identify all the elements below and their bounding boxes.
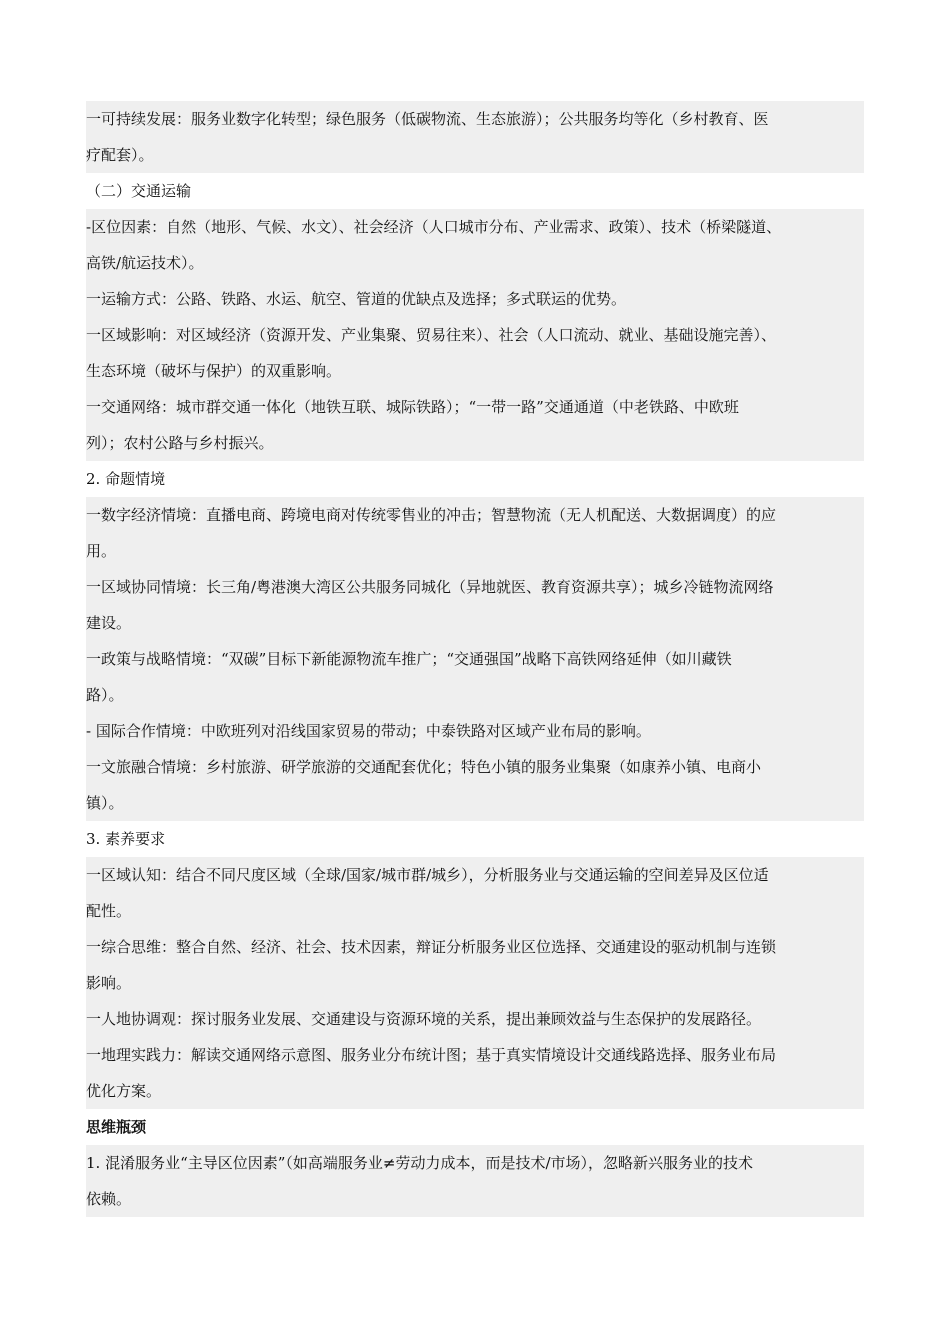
text-line: 列）；农村公路与乡村振兴。	[86, 425, 864, 461]
section-heading: 2. 命题情境	[86, 470, 166, 488]
text-line: 生态环境（破坏与保护）的双重影响。	[86, 353, 864, 389]
text-line: 用。	[86, 533, 864, 569]
text-line: 一区域认知：结合不同尺度区域（全球/国家/城市群/城乡），分析服务业与交通运输的空间差异及区位适	[86, 857, 864, 893]
text-line: 一数字经济情境：直播电商、跨境电商对传统零售业的冲击；智慧物流（无人机配送、大数据调度）的应	[86, 497, 864, 533]
text-line: 疗配套）。	[86, 137, 864, 173]
text-line: 镇）。	[86, 785, 864, 821]
text-line: 一政策与战略情境：“双碳”目标下新能源物流车推广；“交通强国”战略下高铁网络延伸（如川藏铁	[86, 641, 864, 677]
text-line: 一交通网络：城市群交通一体化（地铁互联、城际铁路）；“一带一路”交通通道（中老铁路、中欧班	[86, 389, 864, 425]
text-line: 高铁/航运技术）。	[86, 245, 864, 281]
text-line: 建设。	[86, 605, 864, 641]
section-heading-bold: 思维瓶颈	[86, 1118, 147, 1136]
text-line: 一运输方式：公路、铁路、水运、航空、管道的优缺点及选择；多式联运的优势。	[86, 281, 864, 317]
text-line: 一文旅融合情境：乡村旅游、研学旅游的交通配套优化；特色小镇的服务业集聚（如康养小镇、电商小	[86, 749, 864, 785]
section-heading: 3. 素养要求	[86, 830, 166, 848]
text-line: 配性。	[86, 893, 864, 929]
text-line: 一区域影响：对区域经济（资源开发、产业集聚、贸易往来）、社会（人口流动、就业、基础设施完善）、	[86, 317, 864, 353]
text-line: 路）。	[86, 677, 864, 713]
text-line: 一可持续发展：服务业数字化转型；绿色服务（低碳物流、生态旅游）；公共服务均等化（乡村教育、医	[86, 101, 864, 137]
text-line: -区位因素：自然（地形、气候、水文）、社会经济（人口城市分布、产业需求、政策）、技术（桥梁隧道、	[86, 209, 864, 245]
text-line: 优化方案。	[86, 1073, 864, 1109]
text-line: 一地理实践力：解读交通网络示意图、服务业分布统计图；基于真实情境设计交通线路选择、服务业布局	[86, 1037, 864, 1073]
text-line: 一人地协调观：探讨服务业发展、交通建设与资源环境的关系，提出兼顾效益与生态保护的发展路径。	[86, 1001, 864, 1037]
text-line: 一综合思维：整合自然、经济、社会、技术因素，辩证分析服务业区位选择、交通建设的驱动机制与连锁	[86, 929, 864, 965]
text-line: 1. 混淆服务业“主导区位因素”（如高端服务业≠劳动力成本，而是技术/市场），忽略新兴服务业的技术	[86, 1145, 864, 1181]
text-line: - 国际合作情境：中欧班列对沿线国家贸易的带动；中泰铁路对区域产业布局的影响。	[86, 713, 864, 749]
document-body	[86, 101, 864, 1217]
text-line: 一区域协同情境：长三角/粤港澳大湾区公共服务同城化（异地就医、教育资源共享）；城乡冷链物流网络	[86, 569, 864, 605]
section-heading: （二）交通运输	[86, 182, 192, 200]
text-line: 影响。	[86, 965, 864, 1001]
text-line: 依赖。	[86, 1181, 864, 1217]
